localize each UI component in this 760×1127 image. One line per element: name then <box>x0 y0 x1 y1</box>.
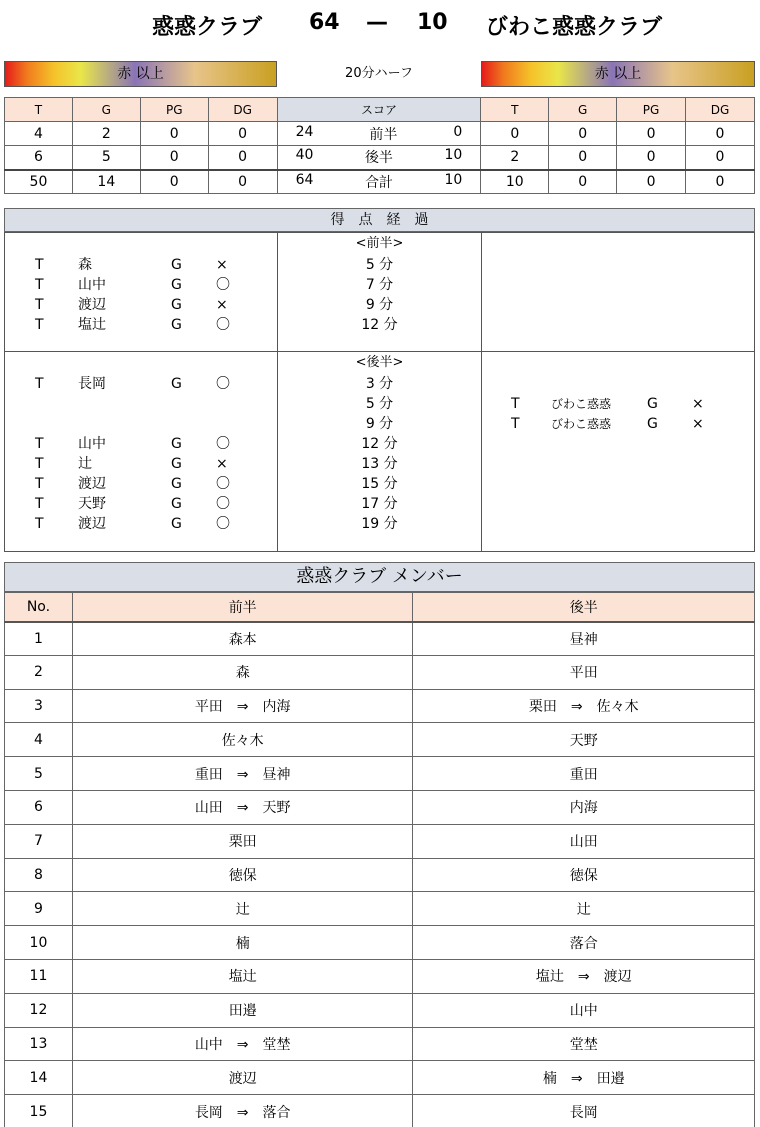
score-time: 9 分 <box>365 416 394 432</box>
home-points: 64 <box>295 171 314 188</box>
member-row <box>5 1061 755 1095</box>
player-name: 渡辺 <box>78 297 106 313</box>
goal-result: 〇 <box>216 516 230 532</box>
member-row <box>5 959 755 993</box>
member-row <box>5 757 755 791</box>
member-row <box>5 689 755 723</box>
half-score <box>277 146 481 170</box>
player-name: 山中 <box>78 436 106 452</box>
members-header-row <box>5 593 755 622</box>
header-t: T <box>5 98 73 122</box>
away-score: 10 <box>417 10 448 35</box>
members-table <box>4 592 755 1127</box>
away-g: 0 <box>549 122 617 146</box>
member-row <box>5 892 755 926</box>
score-time: 5 分 <box>365 257 394 273</box>
member-no: 5 <box>5 757 73 791</box>
first-half-player: 森 <box>72 655 413 689</box>
home-t: 6 <box>5 146 73 170</box>
home-dg: 0 <box>208 122 277 146</box>
second-half-player: 重田 <box>413 757 755 791</box>
score-row <box>5 146 755 170</box>
member-no: 15 <box>5 1095 73 1127</box>
member-row <box>5 723 755 757</box>
event-type: T <box>35 297 44 313</box>
player-name: びわこ惑惑 <box>551 397 612 411</box>
member-no: 13 <box>5 1027 73 1061</box>
first-half-player: 栗田 <box>72 824 413 858</box>
first-half-player: 辻 <box>72 892 413 926</box>
player-name: 森 <box>78 257 92 273</box>
event-type: T <box>35 317 44 333</box>
member-no: 6 <box>5 790 73 824</box>
event-type: T <box>35 496 44 512</box>
goal-result: × <box>692 396 704 412</box>
first-half-player: 山中 ⇒ 堂埜 <box>72 1027 413 1061</box>
first-half-player: 森本 <box>72 622 413 656</box>
second-half-home-box <box>4 351 278 552</box>
half-label: 合計 <box>364 174 393 191</box>
header-t: T <box>481 98 549 122</box>
home-g: 14 <box>72 170 140 194</box>
event-type: T <box>511 396 520 412</box>
home-pg: 0 <box>140 170 208 194</box>
event-type: T <box>35 436 44 452</box>
away-jersey-bar: 赤 以上 <box>481 61 755 87</box>
score-time: 17 分 <box>361 496 398 512</box>
first-half-player: 徳保 <box>72 858 413 892</box>
home-g: 5 <box>72 146 140 170</box>
score-row <box>5 122 755 146</box>
second-half-player: 天野 <box>413 723 755 757</box>
home-points: 40 <box>295 147 314 164</box>
player-name: びわこ惑惑 <box>551 417 612 431</box>
second-half-player: 塩辻 ⇒ 渡辺 <box>413 959 755 993</box>
home-t: 50 <box>5 170 73 194</box>
first-half-player: 平田 ⇒ 内海 <box>72 689 413 723</box>
header-dg: DG <box>685 98 754 122</box>
first-half-player: 重田 ⇒ 昼神 <box>72 757 413 791</box>
second-half-label: <後半> <box>355 355 404 370</box>
player-name: 渡辺 <box>78 516 106 532</box>
score-table <box>4 97 755 194</box>
first-half-home-box <box>4 232 278 352</box>
away-points: 10 <box>444 147 463 164</box>
header-pg: PG <box>140 98 208 122</box>
event-type: T <box>35 456 44 472</box>
second-half-player: 徳保 <box>413 858 755 892</box>
goal-label: G <box>171 277 182 293</box>
second-half-player: 平田 <box>413 655 755 689</box>
header-g: G <box>549 98 617 122</box>
second-half-time-box <box>277 351 482 552</box>
member-row <box>5 858 755 892</box>
score-time: 15 分 <box>361 476 398 492</box>
away-points: 10 <box>444 171 463 188</box>
goal-result: × <box>692 416 704 432</box>
goal-label: G <box>171 317 182 333</box>
away-g: 0 <box>549 170 617 194</box>
goal-label: G <box>171 257 182 273</box>
goal-label: G <box>647 416 658 432</box>
goal-label: G <box>171 476 182 492</box>
score-time: 12 分 <box>361 317 398 333</box>
away-dg: 0 <box>685 146 754 170</box>
away-t: 2 <box>481 146 549 170</box>
event-type: T <box>35 476 44 492</box>
player-name: 渡辺 <box>78 476 106 492</box>
total-score <box>277 170 481 194</box>
member-row <box>5 622 755 656</box>
header-g: G <box>72 98 140 122</box>
member-row <box>5 1095 755 1127</box>
second-half-player: 辻 <box>413 892 755 926</box>
second-half-player: 落合 <box>413 926 755 960</box>
goal-label: G <box>171 376 182 392</box>
member-no: 4 <box>5 723 73 757</box>
member-row <box>5 926 755 960</box>
second-half-player: 昼神 <box>413 622 755 656</box>
second-half-player: 山田 <box>413 824 755 858</box>
match-title <box>0 0 760 48</box>
goal-label: G <box>171 456 182 472</box>
member-no: 8 <box>5 858 73 892</box>
away-points: 0 <box>453 123 463 140</box>
score-dash: — <box>366 10 388 35</box>
event-type: T <box>35 376 44 392</box>
first-half-away-box <box>481 232 755 352</box>
members-title: 惑惑クラブ メンバー <box>4 562 755 592</box>
member-row <box>5 993 755 1027</box>
score-time: 3 分 <box>365 376 394 392</box>
score-time: 5 分 <box>365 396 394 412</box>
event-type: T <box>35 516 44 532</box>
away-t: 10 <box>481 170 549 194</box>
score-total-row <box>5 170 755 194</box>
member-row <box>5 824 755 858</box>
goal-result: 〇 <box>216 436 230 452</box>
goal-label: G <box>171 436 182 452</box>
event-type: T <box>511 416 520 432</box>
header-second-half: 後半 <box>413 593 755 622</box>
header-pg: PG <box>617 98 686 122</box>
score-time: 9 分 <box>365 297 394 313</box>
goal-result: × <box>216 456 228 472</box>
goal-label: G <box>647 396 658 412</box>
header-no: No. <box>5 593 73 622</box>
goal-result: 〇 <box>216 277 230 293</box>
member-no: 14 <box>5 1061 73 1095</box>
half-score <box>277 122 481 146</box>
first-half-player: 佐々木 <box>72 723 413 757</box>
header-first-half: 前半 <box>72 593 413 622</box>
away-dg: 0 <box>685 170 754 194</box>
member-row <box>5 790 755 824</box>
second-half-player: 長岡 <box>413 1095 755 1127</box>
first-half-player: 長岡 ⇒ 落合 <box>72 1095 413 1127</box>
score-time: 7 分 <box>365 277 394 293</box>
home-dg: 0 <box>208 146 277 170</box>
goal-label: G <box>171 496 182 512</box>
home-pg: 0 <box>140 122 208 146</box>
event-type: T <box>35 277 44 293</box>
member-row <box>5 655 755 689</box>
member-row <box>5 1027 755 1061</box>
score-header-row <box>5 98 755 122</box>
event-type: T <box>35 257 44 273</box>
member-no: 2 <box>5 655 73 689</box>
home-g: 2 <box>72 122 140 146</box>
player-name: 山中 <box>78 277 106 293</box>
away-g: 0 <box>549 146 617 170</box>
first-half-player: 山田 ⇒ 天野 <box>72 790 413 824</box>
member-no: 12 <box>5 993 73 1027</box>
player-name: 辻 <box>78 456 92 472</box>
player-name: 長岡 <box>78 376 106 392</box>
member-no: 3 <box>5 689 73 723</box>
second-half-player: 楠 ⇒ 田邉 <box>413 1061 755 1095</box>
header-score: スコア <box>277 98 481 122</box>
match-format: 20分ハーフ <box>345 66 413 81</box>
second-half-player: 内海 <box>413 790 755 824</box>
score-time: 13 分 <box>361 456 398 472</box>
goal-result: 〇 <box>216 496 230 512</box>
player-name: 天野 <box>78 496 106 512</box>
home-dg: 0 <box>208 170 277 194</box>
home-team-name: 惑惑クラブ <box>152 15 263 40</box>
goal-result: 〇 <box>216 476 230 492</box>
home-points: 24 <box>295 123 314 140</box>
away-team-name: びわこ惑惑クラブ <box>486 15 663 40</box>
first-half-player: 渡辺 <box>72 1061 413 1095</box>
home-score: 64 <box>309 10 340 35</box>
header-dg: DG <box>208 98 277 122</box>
home-t: 4 <box>5 122 73 146</box>
home-jersey-bar: 赤 以上 <box>4 61 277 87</box>
member-no: 11 <box>5 959 73 993</box>
away-dg: 0 <box>685 122 754 146</box>
second-half-player: 堂埜 <box>413 1027 755 1061</box>
first-half-label: <前半> <box>355 236 404 251</box>
second-half-player: 山中 <box>413 993 755 1027</box>
first-half-time-box <box>277 232 482 352</box>
away-pg: 0 <box>617 146 686 170</box>
away-pg: 0 <box>617 170 686 194</box>
member-no: 9 <box>5 892 73 926</box>
goal-result: 〇 <box>216 376 230 392</box>
score-time: 12 分 <box>361 436 398 452</box>
goal-label: G <box>171 297 182 313</box>
member-no: 10 <box>5 926 73 960</box>
first-half-player: 塩辻 <box>72 959 413 993</box>
first-half-player: 楠 <box>72 926 413 960</box>
member-no: 7 <box>5 824 73 858</box>
half-label: 後半 <box>364 150 393 167</box>
member-no: 1 <box>5 622 73 656</box>
goal-result: × <box>216 257 228 273</box>
goal-label: G <box>171 516 182 532</box>
score-time: 19 分 <box>361 516 398 532</box>
away-t: 0 <box>481 122 549 146</box>
player-name: 塩辻 <box>78 317 106 333</box>
goal-result: × <box>216 297 228 313</box>
second-half-player: 栗田 ⇒ 佐々木 <box>413 689 755 723</box>
first-half-player: 田邉 <box>72 993 413 1027</box>
home-pg: 0 <box>140 146 208 170</box>
away-pg: 0 <box>617 122 686 146</box>
half-label: 前半 <box>369 126 398 143</box>
second-half-away-box <box>481 351 755 552</box>
progress-title: 得 点 経 過 <box>4 208 755 232</box>
goal-result: 〇 <box>216 317 230 333</box>
